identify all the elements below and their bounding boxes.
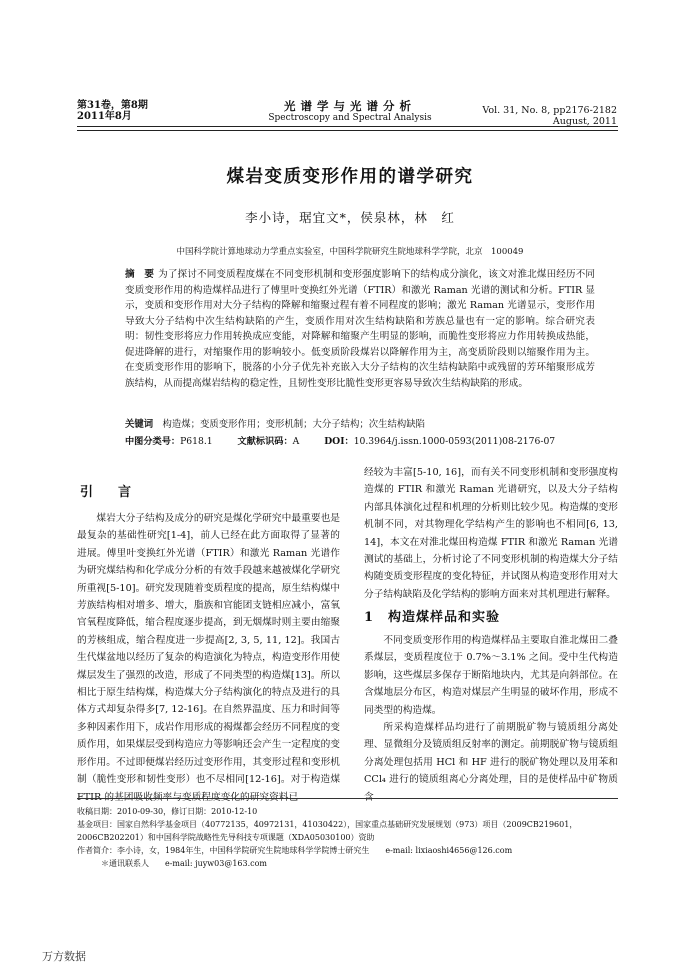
abstract-label: 摘 要 [125,269,155,280]
keywords-text: 构造煤；变质变形作用；变形机制；大分子结构；次生结构缺陷 [162,419,426,430]
journal-name-en: Spectroscopy and Spectral Analysis [268,113,432,123]
issue-number: 第31卷，第8期 [77,100,148,111]
doc-code-label: 文献标识码： [237,436,293,447]
issue-info [77,100,148,122]
footnotes [77,805,618,870]
footnote-rule [77,798,618,799]
abstract-text: 为了探讨不同变质程度煤在不同变形机制和变形强度影响下的结构成分演化，该文对淮北煤田经历不同变质变形作用的构造煤样品进行了傅里叶变换红外光谱（FTIR）和激光 Raman 光谱的测试和分析。FTIR 显示，变质和变形作用对大分子结构的降解和缩聚过程有着不同程度的影响；激光 Raman 光谱显示，变形作用导致大分子结构中次生结构缺陷的产生，变质作用对次生结构缺陷和芳族总量也有一定的影响。综合研究表明：韧性变形将应力作用转换成应变能，对降解和缩聚产生明显的影响，而脆性变形将应力作用转换成热能，促进降解的进行，对缩聚作用的影响较小。低变质阶段煤岩以降解作用为主，高变质阶段则以缩聚作用为主。在变质变形作用的影响下，脱落的小分子优先补充嵌入大分子结构的次生结构缺陷中或残留的芳环缩聚形成芳族结构，从而提高煤岩结构的稳定性，且韧性变形比脆性变形更容易导致次生结构缺陷的形成。 [125,269,596,389]
section1-paragraph-2: 所采构造煤样品均进行了前期脱矿物与镜质组分离处理、显微组分及镜质组反射率的测定。前期脱矿物与镜质组分离处理包括用 HCl 和 HF 进行的脱矿物处理以及用苯和 CCl₄ 进行的镜质组离心分离处理，目的是使样品中矿物质含 [364,722,618,803]
keywords [125,417,595,432]
right-paragraph: 经较为丰富[5-10, 16]，而有关不同变形机制和变形强度构造煤的 FTIR 和激光 Raman 光谱研究，以及大分子结构内部具体演化过程和机理的分析则比较少见。构造煤的变形机制不同，对其物理化学结构产生的影响也不相同[6, 13, 14]，本文在对淮北煤田构造煤 FTIR 和激光 Raman 光谱测试的基础上，分析讨论了不同变形机制的构造煤大分子结构随变质变形程度的变化特征，并试图从构造变形作用对大分子结构缺陷及化学结构的影响方面来对其机理进行解释。 [364,467,618,600]
issue-date: 2011年8月 [77,111,132,122]
section1-paragraph-1: 不同变质变形作用的构造煤样品主要取自淮北煤田二叠系煤层，变质程度位于 0.7%～3.1% 之间。受中生代构造影响，这些煤层多保存于断陷地块内，尤其是向斜部位。在含煤地层分布区，构造对煤层产生明显的破坏作用，形成不同类型的构造煤。 [364,635,618,716]
header-rule [77,126,618,127]
volume-info [482,105,617,127]
section1-heading: 1 构造煤样品和实验 [364,610,501,625]
watermark: 万方数据 [42,950,86,963]
journal-name-cn: 光谱学与光谱分析 [284,99,416,113]
clc-value: P618.1 [180,436,213,447]
affiliation: 中国科学院计算地球动力学重点实验室，中国科学院研究生院地球科学学院，北京 100049 [176,247,524,257]
author-bio: 作者简介：李小诗，女，1984年生，中国科学院研究生院地球科学学院博士研究生 e-mail: lixiaoshi4656@126.com [77,846,513,855]
doc-code-value: A [292,436,300,447]
right-column-top [364,464,618,603]
intro-heading: 引 言 [80,485,138,500]
intro-column [77,510,340,806]
keywords-label: 关键词 [125,419,154,430]
authors: 李小诗，琚宜文*，侯泉林，林 红 [245,210,455,225]
intro-paragraph: 煤岩大分子结构及成分的研究是煤化学研究中最重要也是最复杂的基础性研究[1-4]，前人已经在此方面取得了显著的进展。傅里叶变换红外光谱（FTIR）和激光 Raman 光谱作为研究煤结构和化学成分分析的有效手段越来越被煤化学研究所重视[5-10]。研究发现随着变质程度的提高，原生结构煤中芳族结构相对增多、增大，脂族和官能团支链相应减小，富氧官氧程度降低，缩合程度逐步提高，到无烟煤时则主要由缩聚的芳核组成，缩合程度进一步提高[2, 3, 5, 11, 12]。我国古生代煤盆地以经历了复杂的构造演化为特点，构造变形作用使煤层发生了强烈的改造，形成了不同类型的构造煤[13]。所以相比于原生结构煤，构造煤大分子结构演化的特点及进行的具体方式却复杂得多[7, 12-16]。在自然界温度、压力和时间等多种因素作用下，成岩作用形成的褐煤都会经历不同程度的变质作用，如果煤层受到构造应力等影响还会产生一定程度的变形作用。不过即便煤岩经历过变形作用，其变形过程和变形机制（脆性变形和韧性变形）也不尽相同[12-16]。对于构造煤 FTIR 的基团吸收频率与变质程度变化的研究资料已 [77,513,340,803]
doi-label: DOI： [324,436,354,447]
classification-line [125,434,595,449]
section1-body [364,632,618,806]
journal-name [230,100,470,124]
corresponding-author: ＊通讯联系人 e-mail: juyw03@163.com [101,859,268,868]
received-date: 收稿日期：2010-09-30，修订日期：2010-12-10 [77,807,258,816]
header-rule-thin [77,130,618,131]
doi-value: 10.3964/j.issn.1000-0593(2011)08-2176-07 [353,436,556,447]
fund-info: 基金项目：国家自然科学基金项目（40772135，40972131，41030422），国家重点基础研究发展规划（973）项目（2009CB219601，2006CB202201）和中国科学院战略性先导科技专项课题（XDA05030100）资助 [77,820,578,842]
clc-label: 中图分类号： [125,436,181,447]
abstract [125,267,595,391]
volume-date: August, 2011 [552,116,617,127]
volume-pages: Vol. 31, No. 8, pp2176-2182 [482,105,617,116]
article-title: 煤岩变质变形作用的谱学研究 [226,167,474,187]
